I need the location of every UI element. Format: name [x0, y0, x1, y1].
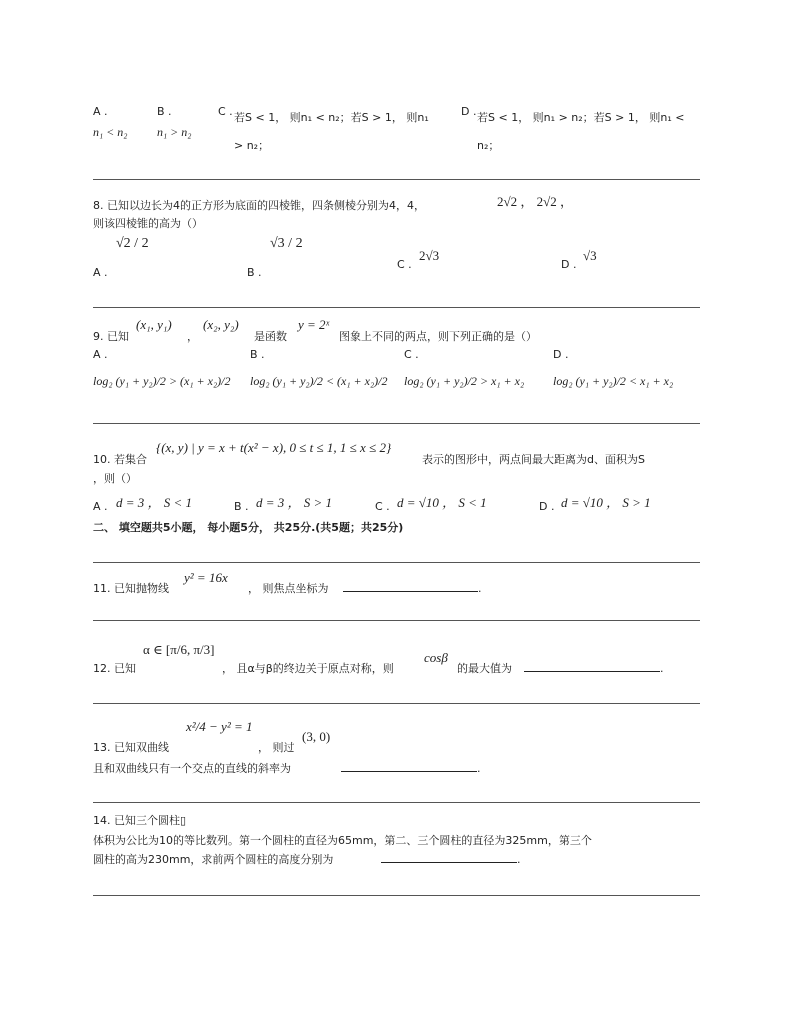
section-2-title: 二、 填空题共5小题， 每小题5分， 共25分.(共5题；共25分): [93, 521, 404, 534]
q13-prefix: 13. 已知双曲线: [93, 741, 169, 754]
q10-option-d-text: d = √10 ， S > 1: [561, 495, 651, 510]
q8-stem: 8. 已知以边长为4的正方形为底面的四棱锥，四条侧棱分别为4，4，: [93, 199, 425, 212]
q7-option-b-text: n₁ > n₂: [157, 125, 192, 139]
q10-stem-b: 表示的图形中，两点间最大距离为d、面积为S: [422, 453, 645, 466]
q8-option-b-value: √3 / 2: [270, 235, 303, 251]
q10-set: {(x, y) | y = x + t(x² − x), 0 ≤ t ≤ 1, 1 ≤ x ≤ 2}: [156, 440, 392, 455]
q11-formula: y² = 16x: [184, 570, 228, 585]
q7-option-c-text: 若S < 1， 则n₁ < n₂；若S > 1， 则n₁ > n₂；: [234, 111, 429, 152]
q8-option-c[interactable]: C .: [397, 258, 412, 271]
q8-option-a-value: √2 / 2: [116, 235, 149, 251]
q12-prefix: 12. 已知: [93, 662, 136, 675]
q11-answer-blank[interactable]: .: [343, 580, 482, 595]
divider: [93, 703, 700, 704]
q14-answer-blank[interactable]: .: [381, 851, 521, 866]
q9-option-a-expr: log₂ (y₁ + y₂)/2 > (x₁ + x₂)/2: [93, 374, 231, 388]
q10-stem-a: 10. 若集合: [93, 453, 147, 466]
q14-line3: 圆柱的高为230mm，求前两个圆柱的高度分别为: [93, 853, 334, 866]
q8-option-a[interactable]: A .: [93, 266, 108, 279]
divider: [93, 895, 700, 896]
q12-cos: cosβ: [424, 650, 448, 665]
q13-line2: 且和双曲线只有一个交点的直线的斜率为: [93, 762, 291, 775]
q8-option-b[interactable]: B .: [247, 266, 262, 279]
q13-formula: x²/4 − y² = 1: [186, 719, 253, 734]
q7-option-b[interactable]: B .: [157, 105, 172, 118]
q12-mid: ， 且α与β的终边关于原点对称，则: [222, 662, 394, 675]
q13-mid: ， 则过: [258, 741, 295, 754]
divider: [93, 620, 700, 621]
q9-option-c[interactable]: C .: [404, 348, 419, 361]
q9-stem-c: 图象上不同的两点，则下列正确的是（）: [339, 330, 537, 343]
divider: [93, 802, 700, 803]
q8-option-d-value: √3: [583, 248, 597, 263]
q9-option-b-expr: log₂ (y₁ + y₂)/2 < (x₁ + x₂)/2: [250, 374, 388, 388]
q13-answer-blank[interactable]: .: [341, 760, 481, 775]
q7-option-a[interactable]: A .: [93, 105, 108, 118]
q9-stem-b: 是函数: [254, 330, 287, 343]
q9-point-1: (x₁, y₁): [136, 317, 172, 332]
q12-suffix: 的最大值为: [457, 662, 512, 675]
q10-option-b[interactable]: B .: [234, 500, 249, 513]
divider: [93, 423, 700, 424]
q12-formula: α ∈ [π/6, π/3]: [143, 642, 215, 657]
q10-stem-c: ，则（）: [93, 472, 137, 485]
divider: [93, 307, 700, 308]
q9-option-a[interactable]: A .: [93, 348, 108, 361]
q9-stem-a: 9. 已知: [93, 330, 129, 343]
q7-option-a-text: n₁ < n₂: [93, 125, 128, 139]
q11-suffix: ， 则焦点坐标为: [248, 582, 329, 595]
q7-option-d[interactable]: D .: [461, 105, 477, 118]
q7-option-d-text: 若S < 1， 则n₁ > n₂；若S > 1， 则n₁ < n₂；: [477, 111, 685, 152]
q8-stem2: 则该四棱锥的高为（）: [93, 217, 203, 230]
q10-option-a[interactable]: A .: [93, 500, 108, 513]
q7-option-c[interactable]: C .: [218, 105, 233, 118]
q8-option-c-value: 2√3: [419, 248, 440, 263]
divider: [93, 179, 700, 180]
q13-point: (3, 0): [302, 729, 331, 744]
q14-line2: 体积为公比为10的等比数列。第一个圆柱的直径为65mm，第二、三个圆柱的直径为325mm，第三个: [93, 834, 592, 847]
q14-line1: 14. 已知三个圆柱▯: [93, 814, 187, 827]
q9-function: y = 2ˣ: [298, 317, 330, 332]
q9-option-d-expr: log₂ (y₁ + y₂)/2 < x₁ + x₂: [553, 374, 674, 388]
q10-option-d[interactable]: D .: [539, 500, 555, 513]
q9-point-2: (x₂, y₂): [203, 317, 239, 332]
q11-prefix: 11. 已知抛物线: [93, 582, 169, 595]
q10-option-c-text: d = √10 ， S < 1: [397, 495, 487, 510]
q9-option-d[interactable]: D .: [553, 348, 569, 361]
q10-option-b-text: d = 3 ， S > 1: [256, 495, 333, 510]
q10-option-a-text: d = 3 ， S < 1: [116, 495, 193, 510]
q10-option-c[interactable]: C .: [375, 500, 390, 513]
q9-option-c-expr: log₂ (y₁ + y₂)/2 > x₁ + x₂: [404, 374, 525, 388]
q9-option-b[interactable]: B .: [250, 348, 265, 361]
q12-answer-blank[interactable]: .: [524, 660, 664, 675]
q8-option-d[interactable]: D .: [561, 258, 577, 271]
q8-values: 2√2 ， 2√2 ，: [497, 194, 574, 209]
divider: [93, 562, 700, 563]
q9-separator: ，: [187, 330, 198, 343]
